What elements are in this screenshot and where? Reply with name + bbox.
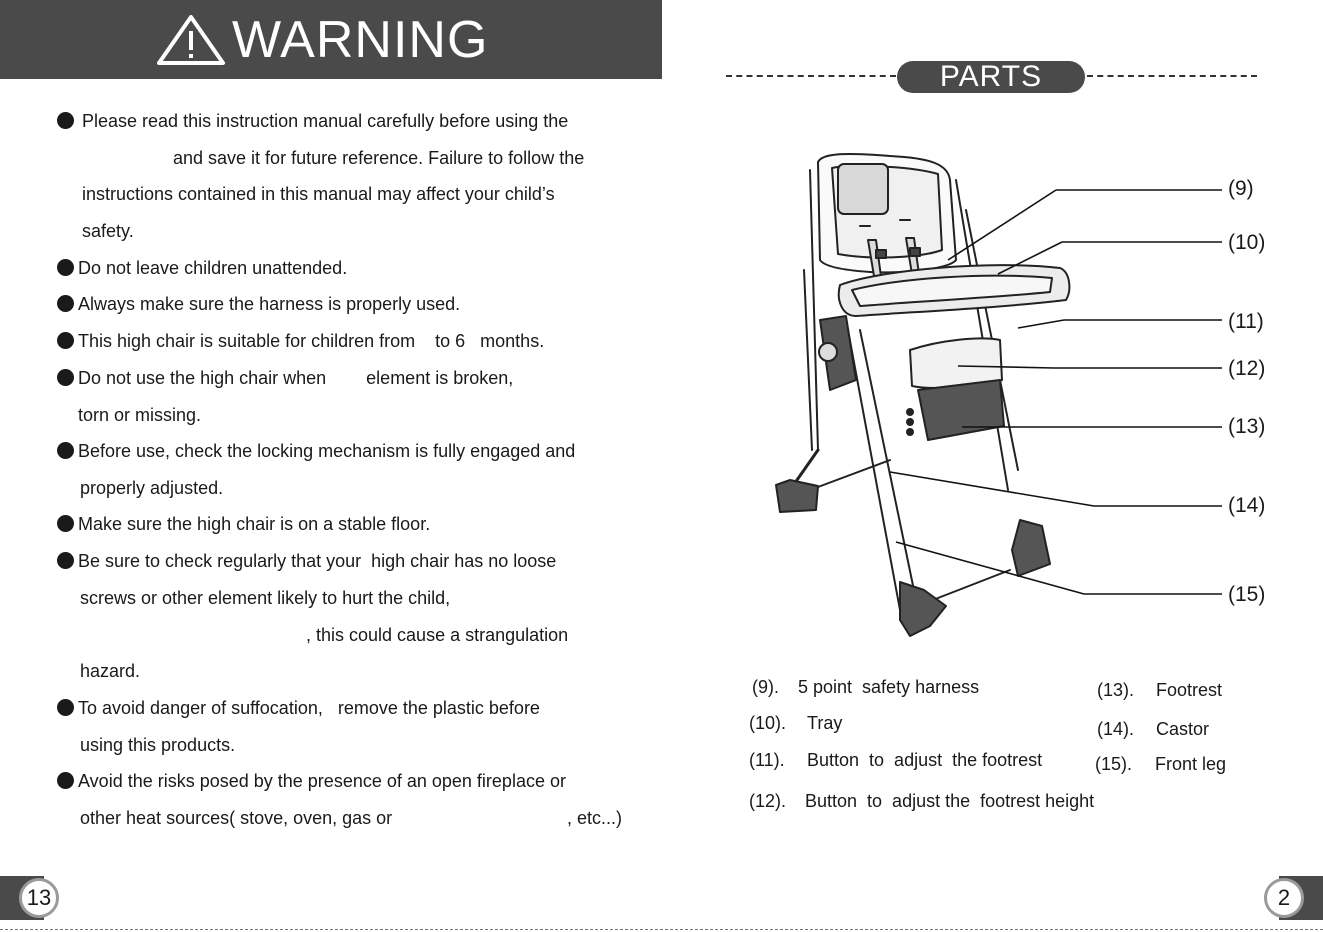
bullet-dot <box>57 295 74 312</box>
warning-line-11: properly adjusted. <box>80 478 224 498</box>
callout-15: (15) <box>1228 583 1266 606</box>
bullet-dot <box>57 699 74 716</box>
warning-line-6: Always make sure the harness is properly used. <box>78 294 461 314</box>
warning-banner <box>0 0 662 79</box>
bullet-dot <box>57 332 74 349</box>
legend-label-15: Front leg <box>1155 754 1227 774</box>
bullet-dot <box>57 552 74 569</box>
legend-label-9: 5 point safety harness <box>798 677 980 697</box>
high-chair-illustration <box>760 150 1280 650</box>
parts-divider-right <box>1087 75 1257 77</box>
legend-num-12: (12). <box>749 791 787 811</box>
page-number-right: 2 <box>1264 878 1304 918</box>
warning-line-10: Before use, check the locking mechanism is fully engaged and <box>78 441 576 461</box>
warning-line-16: hazard. <box>80 661 141 681</box>
warning-line-17: To avoid danger of suffocation, remove the plastic before <box>78 698 540 718</box>
callout-12: (12) <box>1228 357 1266 380</box>
warning-line-15: , this could cause a strangulation <box>306 625 569 645</box>
legend-num-9: (9). <box>752 677 779 697</box>
parts-divider-left <box>726 75 896 77</box>
warning-title-wrap <box>156 8 488 72</box>
warning-line-12: Make sure the high chair is on a stable floor. <box>78 514 431 534</box>
bottom-rule <box>0 929 1323 930</box>
legend-num-14: (14). <box>1097 719 1135 739</box>
warning-line-3: instructions contained in this manual may affect your child’s <box>82 184 555 204</box>
legend-label-13: Footrest <box>1156 680 1223 700</box>
callout-11: (11) <box>1228 310 1264 333</box>
bullet-dot <box>57 772 74 789</box>
warning-title: WARNING <box>232 11 489 69</box>
warning-line-8: Do not use the high chair when element is broken, <box>78 368 514 388</box>
bullet-dot <box>57 259 74 276</box>
bullet-dot <box>57 369 74 386</box>
warning-triangle-icon <box>156 14 226 66</box>
warning-line-18: using this products. <box>80 735 236 755</box>
parts-title: PARTS <box>897 61 1085 93</box>
legend-num-15: (15). <box>1095 754 1133 774</box>
legend-label-14: Castor <box>1156 719 1210 739</box>
warning-line-1: Please read this instruction manual carefully before using the <box>82 111 569 131</box>
bullet-dot <box>57 515 74 532</box>
bullet-dot <box>57 112 74 129</box>
legend-label-10: Tray <box>807 713 843 733</box>
warning-line-14: screws or other element likely to hurt the child, <box>80 588 451 608</box>
legend-label-12: Button to adjust the footrest height <box>805 791 1095 811</box>
callout-10: (10) <box>1228 231 1266 254</box>
legend-label-11: Button to adjust the footrest <box>807 750 1043 770</box>
warning-line-4: safety. <box>82 221 134 241</box>
warning-line-21: , etc...) <box>567 808 623 828</box>
legend-num-10: (10). <box>749 713 787 733</box>
callout-9: (9) <box>1228 177 1254 200</box>
warning-line-9: torn or missing. <box>78 405 202 425</box>
warning-line-20: other heat sources( stove, oven, gas or <box>80 808 393 828</box>
bullet-dot <box>57 442 74 459</box>
legend-num-13: (13). <box>1097 680 1135 700</box>
page-number-left: 13 <box>19 878 59 918</box>
legend-num-11: (11). <box>749 750 785 770</box>
warning-line-5: Do not leave children unattended. <box>78 258 348 278</box>
warning-line-2: and save it for future reference. Failure to follow the <box>173 148 585 168</box>
warning-line-13: Be sure to check regularly that your high chair has no loose <box>78 551 557 571</box>
warning-line-19: Avoid the risks posed by the presence of an open fireplace or <box>78 771 566 791</box>
callout-14: (14) <box>1228 494 1266 517</box>
warning-line-7: This high chair is suitable for children from to 6 months. <box>78 331 545 351</box>
callout-13: (13) <box>1228 415 1266 438</box>
